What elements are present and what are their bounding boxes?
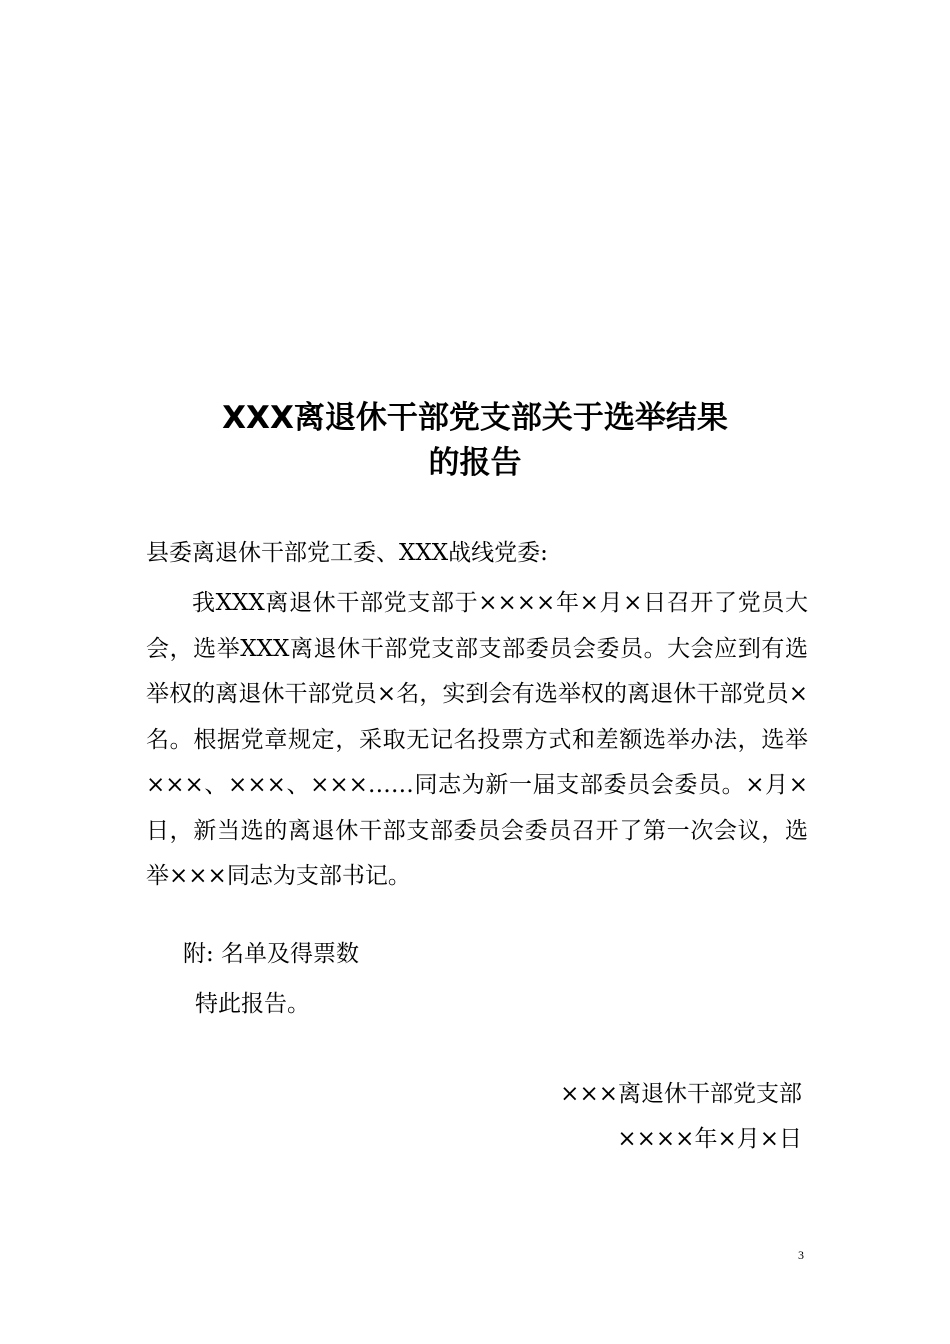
signature-organization: ×××离退休干部党支部 [560,1081,802,1107]
closing-remark: 特此报告。 [195,991,310,1017]
salutation: 县委离退休干部党工委、XXX战线党委: [146,540,548,566]
report-title: XXX离退休干部党支部关于选举结果 [222,400,728,436]
signature-date: ××××年×月×日 [617,1126,802,1152]
report-body: 我XXX离退休干部党支部于××××年×月×日召开了党员大会，选举XXX离退休干部党支部支部委员会委员。大会应到有选举权的离退休干部党员×名，实到会有选举权的离退休干部党员×名。根据党章规定，采取无记名投票方式和差额选举办法，选举×××、×××、×××……同志为新一届支部委员会委员。×月×日，新当选的离退休干部支部委员会委员召开了第一次会议，选举×××同志为支部书记。 [146,590,808,889]
report-title-continued: 的报告 [428,445,522,481]
page-number: 3 [798,1248,804,1262]
attachment-note: 附: 名单及得票数 [183,941,360,967]
